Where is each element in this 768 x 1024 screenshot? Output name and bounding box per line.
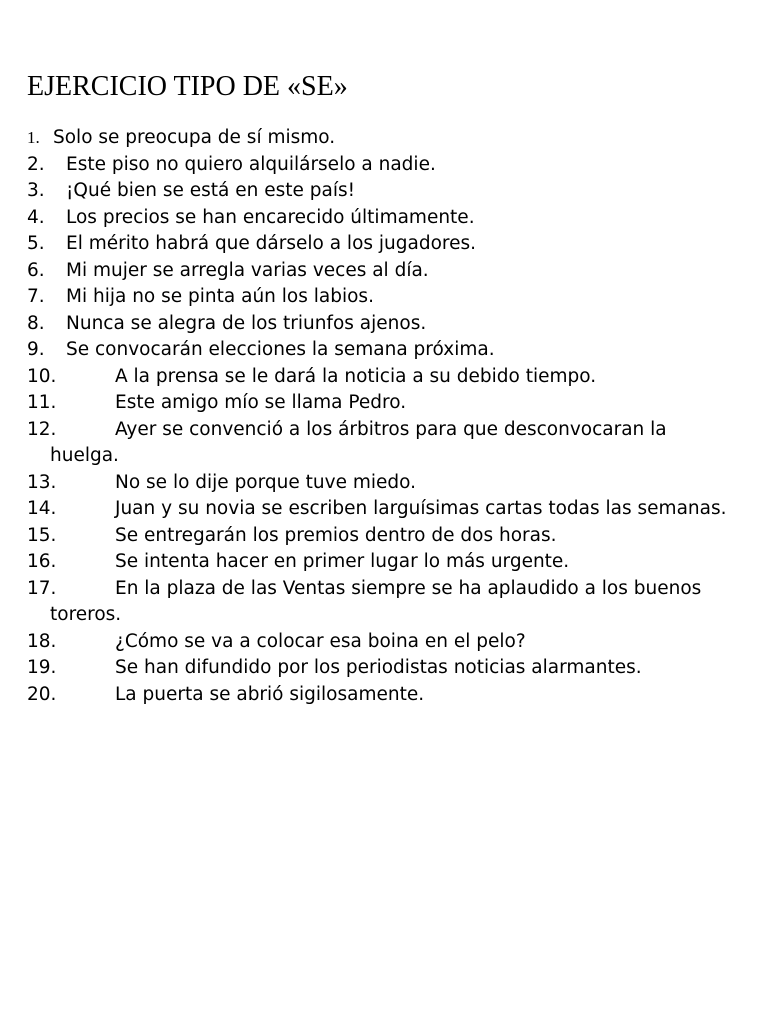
list-item	[27, 523, 757, 550]
item-text: En la plaza de las Ventas siempre se ha aplaudido a los buenos	[115, 577, 702, 599]
item-text: Los precios se han encarecido últimamente.	[66, 206, 475, 228]
item-text: A la prensa se le dará la noticia a su debido tiempo.	[115, 365, 597, 387]
list-item	[27, 682, 757, 709]
list-item	[27, 576, 757, 629]
item-number: 11.	[27, 392, 57, 413]
item-text: Mi hija no se pinta aún los labios.	[66, 286, 374, 307]
list-item	[27, 337, 757, 364]
item-text: Juan y su novia se escriben larguísimas cartas todas las semanas.	[115, 498, 727, 519]
item-text: ¡Qué bien se está en este país!	[66, 180, 356, 201]
exercise-list	[27, 125, 757, 708]
item-number: 4.	[27, 206, 45, 228]
item-text: Se convocarán elecciones la semana próxima.	[66, 339, 495, 360]
item-number: 6.	[27, 259, 45, 281]
list-item	[27, 549, 757, 576]
document-title: EJERCICIO TIPO DE «SE»	[27, 71, 348, 102]
item-text: El mérito habrá que dárselo a los jugadores.	[66, 233, 477, 254]
item-number: 8.	[27, 312, 45, 334]
list-item	[27, 311, 757, 338]
item-text: Se han difundido por los periodistas noticias alarmantes.	[115, 657, 642, 678]
item-text: La puerta se abrió sigilosamente.	[115, 683, 425, 705]
list-item	[27, 496, 757, 523]
item-text: No se lo dije porque tuve miedo.	[115, 471, 416, 493]
list-item	[27, 178, 757, 205]
item-number: 2.	[27, 153, 45, 175]
item-number: 9.	[27, 339, 45, 360]
list-item	[27, 390, 757, 417]
item-number: 20.	[27, 683, 57, 705]
item-number: 13.	[27, 471, 57, 493]
item-number: 12.	[27, 418, 57, 440]
list-item	[27, 364, 757, 391]
item-text: Nunca se alegra de los triunfos ajenos.	[66, 312, 427, 334]
item-number: 7.	[27, 286, 45, 307]
item-number: 3.	[27, 180, 45, 201]
list-item	[27, 125, 757, 152]
item-text-continuation: huelga.	[50, 445, 119, 466]
list-item	[27, 258, 757, 285]
item-text: Este amigo mío se llama Pedro.	[115, 392, 407, 413]
item-number: 17.	[27, 577, 57, 599]
item-number: 1.	[27, 128, 40, 147]
item-number: 16.	[27, 551, 57, 572]
list-item	[27, 470, 757, 497]
list-item	[27, 231, 757, 258]
item-number: 18.	[27, 630, 57, 652]
item-text: Se entregarán los premios dentro de dos horas.	[115, 524, 557, 546]
item-text: Mi mujer se arregla varias veces al día.	[66, 259, 429, 281]
item-text: ¿Cómo se va a colocar esa boina en el pelo?	[115, 630, 526, 652]
item-number: 10.	[27, 365, 57, 387]
item-text: Solo se preocupa de sí mismo.	[53, 127, 336, 148]
list-item	[27, 152, 757, 179]
item-text: Se intenta hacer en primer lugar lo más urgente.	[115, 551, 570, 572]
list-item	[27, 284, 757, 311]
item-number: 15.	[27, 524, 57, 546]
item-text-continuation: toreros.	[50, 604, 122, 625]
list-item	[27, 655, 757, 682]
item-number: 5.	[27, 233, 45, 254]
item-number: 19.	[27, 657, 57, 678]
list-item	[27, 205, 757, 232]
list-item	[27, 417, 757, 470]
item-text: Ayer se convenció a los árbitros para que desconvocaran la	[115, 418, 667, 440]
list-item	[27, 629, 757, 656]
item-text: Este piso no quiero alquilárselo a nadie.	[66, 153, 436, 175]
item-number: 14.	[27, 498, 57, 519]
